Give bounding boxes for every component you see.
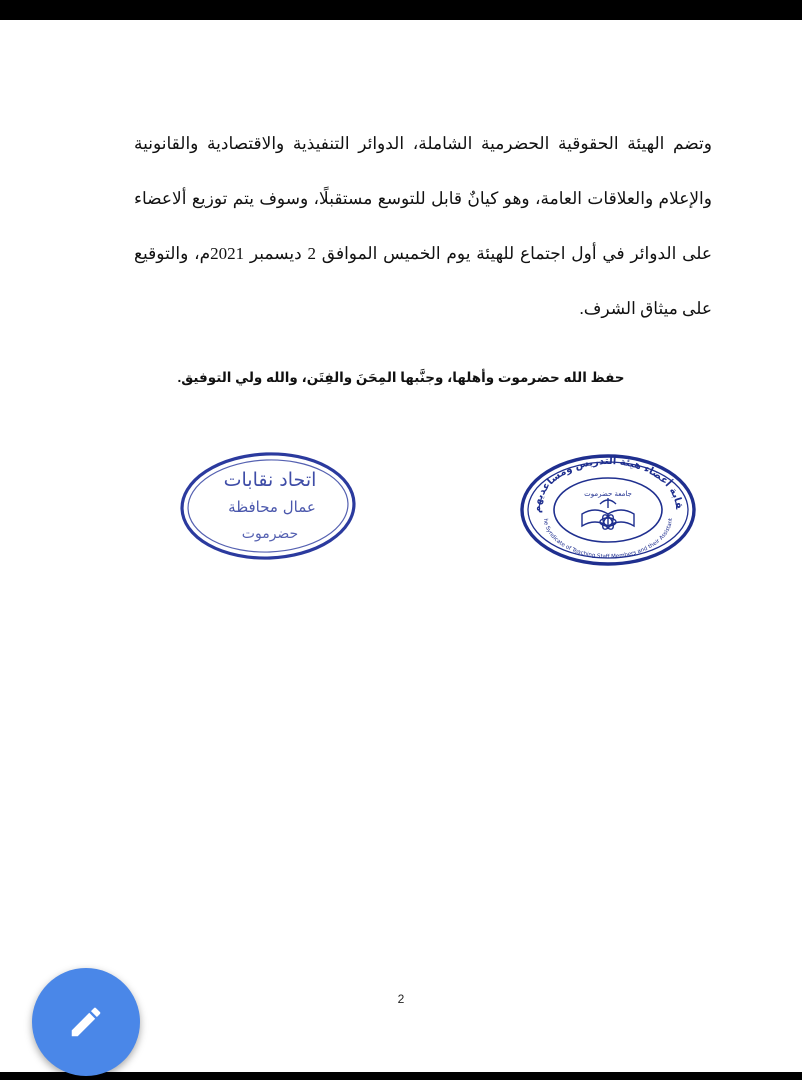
- document-page: [0, 20, 802, 1072]
- pencil-icon: [67, 1003, 105, 1041]
- stamp-left-line2: عمال محافظة: [228, 498, 316, 516]
- stamp-left-line1: اتحاد نقابات: [223, 469, 317, 491]
- workers-union-stamp: [178, 450, 358, 562]
- closing-line: حفظ الله حضرموت وأهلها، وجنَّبها المِحَنَ والفِتَن، والله ولي التوفيق.: [177, 370, 625, 385]
- edit-fab-button[interactable]: [32, 968, 140, 1076]
- teaching-syndicate-stamp: [518, 448, 698, 566]
- paragraph-text: وتضم الهيئة الحقوقية الحضرمية الشاملة، الدوائر التنفيذية والاقتصادية والقانونية والإعلام والعلاقات العامة، وهو كيانٌ قابل للتوسع مستقبلًا، وسوف يتم توزيع ألاعضاء على الدوائر في أول اجتماع للهيئة يوم الخميس الموافق 2 ديسمبر 2021م، والتوقيع على ميثاق الشرف.: [134, 134, 713, 318]
- page-number: 2: [397, 992, 405, 1006]
- book-emblem-icon: [582, 498, 634, 531]
- stamp-right-arc-bottom: he Syndicate of Teaching Staff Members and their Assistant: [541, 517, 675, 561]
- stamp-right-arc-top: قابة أعضاء هيئة التدريس ومساعديهم: [531, 455, 685, 514]
- stamp-right-center: جامعة حضرموت: [584, 490, 632, 498]
- stamp-left-line3: حضرموت: [241, 526, 299, 542]
- body-paragraph: [134, 116, 712, 336]
